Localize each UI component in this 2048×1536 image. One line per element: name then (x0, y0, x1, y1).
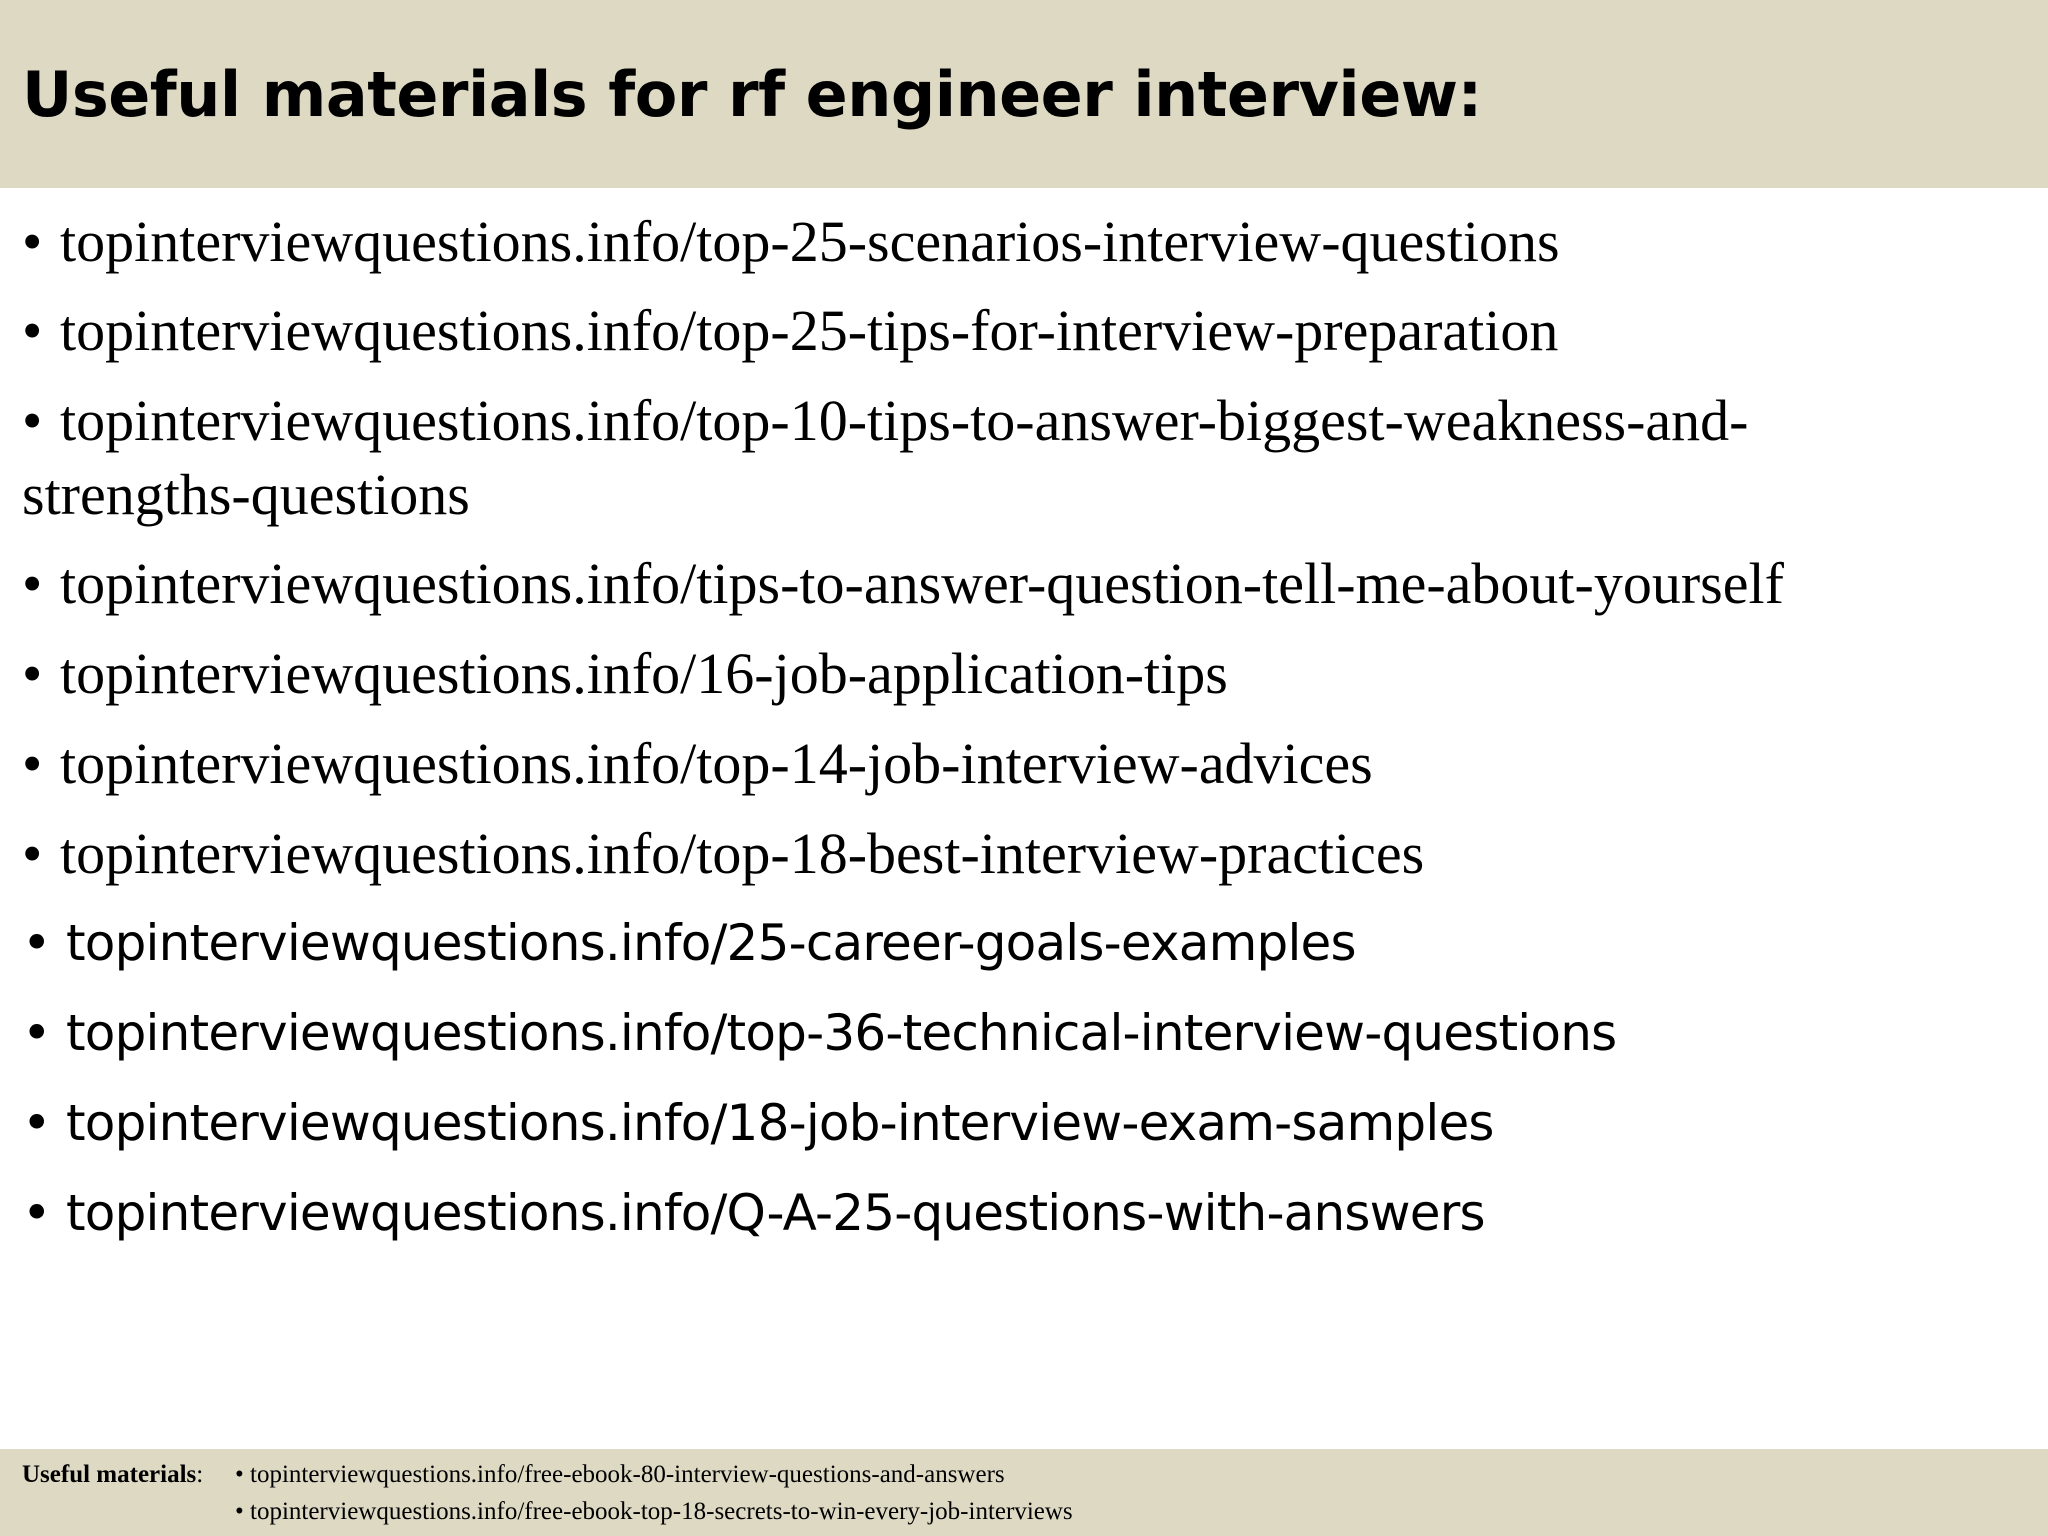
list-item-text: topinterviewquestions.info/top-25-scenarios-interview-questions (60, 209, 1560, 274)
list-item-text: topinterviewquestions.info/top-14-job-interview-advices (60, 731, 1373, 796)
footer-label-text: Useful materials (22, 1461, 197, 1488)
list-item-text: topinterviewquestions.info/top-18-best-interview-practices (60, 821, 1425, 886)
bullet-icon: • (22, 821, 43, 886)
bullet-icon: • (22, 731, 43, 796)
footer-label (22, 1457, 203, 1493)
list-item (22, 727, 1373, 801)
bullet-icon: • (22, 914, 51, 972)
list-item-text-continued: strengths-questions (22, 462, 470, 527)
bullet-icon: • (22, 551, 43, 616)
list-item-text: topinterviewquestions.info/18-job-interview-exam-samples (66, 1094, 1494, 1152)
bullet-icon: • (22, 298, 43, 363)
bullet-icon: • (22, 1184, 51, 1242)
title-band (0, 0, 2048, 188)
list-item-text: topinterviewquestions.info/Q-A-25-questions-with-answers (66, 1184, 1485, 1242)
footer-link: • topinterviewquestions.info/free-ebook-top-18-secrets-to-win-every-job-interviews (235, 1498, 1073, 1525)
bullet-icon: • (22, 388, 43, 453)
bullet-icon: • (22, 209, 43, 274)
bullet-icon: • (22, 1004, 51, 1062)
list-item (22, 205, 1560, 279)
list-item (22, 294, 1558, 368)
bullet-icon: • (22, 641, 43, 706)
footer-band (0, 1449, 2048, 1536)
list-item (22, 817, 1424, 891)
footer-colon: : (196, 1461, 204, 1488)
list-item (22, 1176, 1485, 1250)
list-item (22, 547, 1784, 621)
list-item (22, 906, 1356, 980)
list-item-text: topinterviewquestions.info/top-36-technical-interview-questions (66, 1004, 1617, 1062)
list-item-text: topinterviewquestions.info/tips-to-answer-question-tell-me-about-yourself (60, 551, 1784, 616)
list-item-text: topinterviewquestions.info/16-job-application-tips (60, 641, 1228, 706)
bullet-icon: • (22, 1094, 51, 1152)
list-item-text: topinterviewquestions.info/top-25-tips-for-interview-preparation (60, 298, 1559, 363)
slide-title: Useful materials for rf engineer interview: (22, 58, 1482, 131)
list-item (22, 637, 1228, 711)
footer-link: • topinterviewquestions.info/free-ebook-80-interview-questions-and-answers (235, 1461, 1005, 1488)
list-item (22, 996, 1616, 1070)
list-item-text: topinterviewquestions.info/top-10-tips-to-answer-biggest-weakness-and- (60, 388, 1749, 453)
list-item (22, 384, 1749, 532)
list-item-text: topinterviewquestions.info/25-career-goals-examples (66, 914, 1356, 972)
list-item (22, 1086, 1494, 1160)
